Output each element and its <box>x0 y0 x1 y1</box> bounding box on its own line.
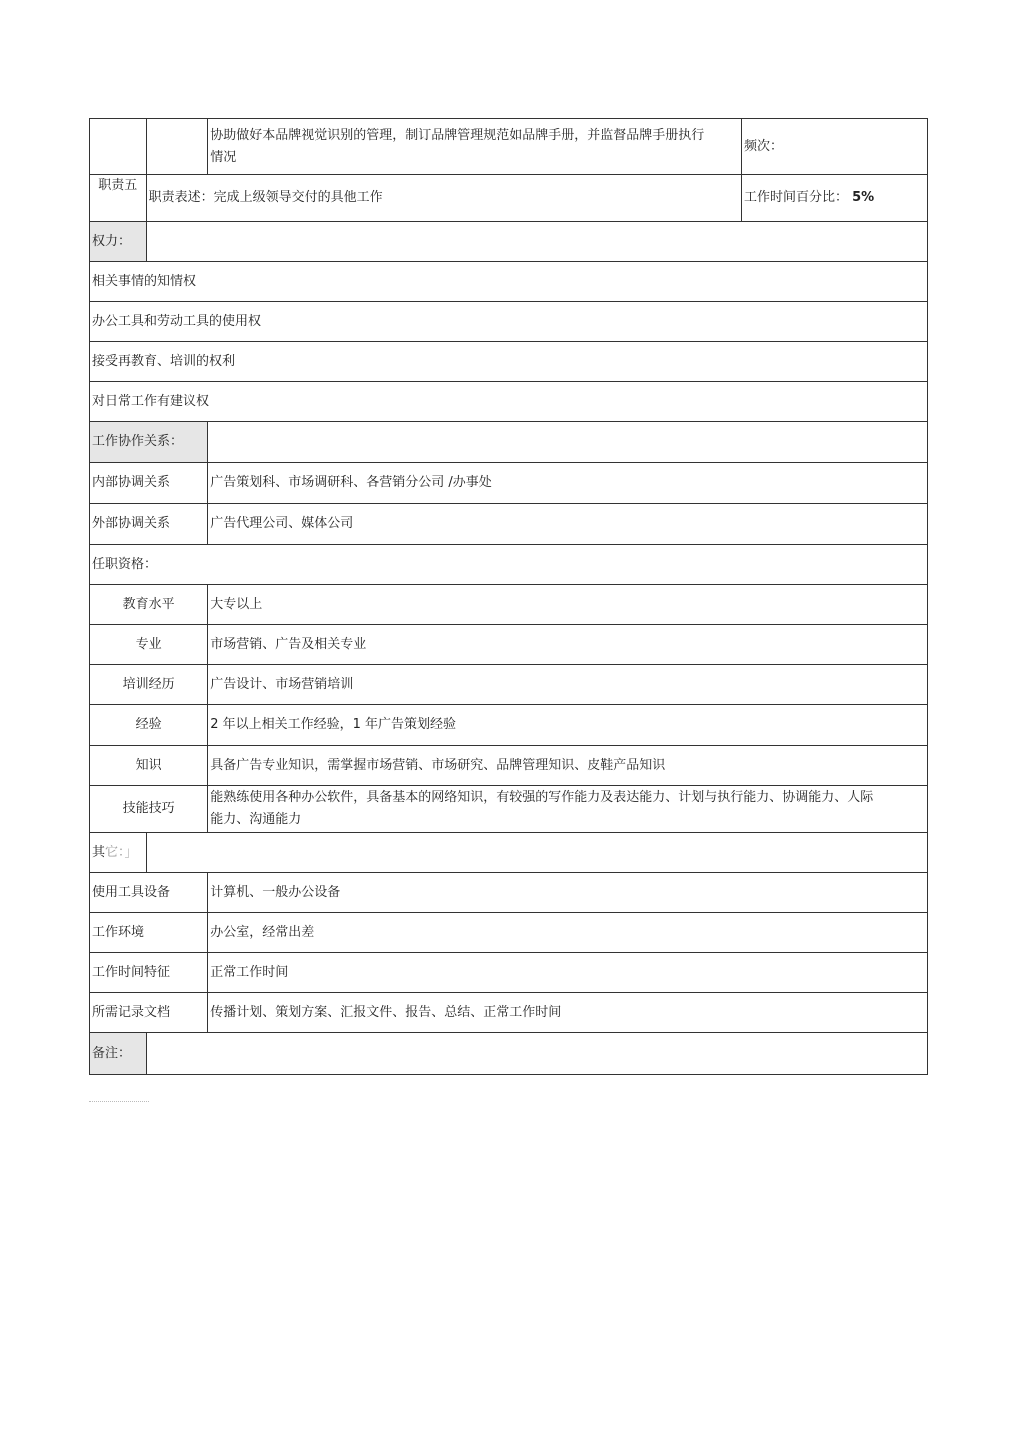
cooperation-heading: 工作协作关系： <box>90 422 208 463</box>
qualification-row <box>90 665 928 705</box>
other-label: 工作环境 <box>90 913 208 953</box>
cooperation-label: 内部协调关系 <box>90 463 208 504</box>
qualification-row <box>90 585 928 625</box>
other-label: 所需记录文档 <box>90 993 208 1033</box>
other-value: 办公室，经常出差 <box>208 913 928 953</box>
other-heading <box>90 833 147 873</box>
cooperation-label: 外部协调关系 <box>90 504 208 545</box>
cooperation-heading-blank <box>208 422 928 463</box>
remarks-blank <box>146 1033 927 1075</box>
qualification-label: 教育水平 <box>90 585 208 625</box>
authority-item-row <box>90 302 928 342</box>
cooperation-value: 广告代理公司、媒体公司 <box>208 504 928 545</box>
authority-item: 接受再教育、培训的权利 <box>90 342 928 382</box>
authority-item: 办公工具和劳动工具的使用权 <box>90 302 928 342</box>
qualification-value: 市场营销、广告及相关专业 <box>208 625 928 665</box>
skills-line1: 能熟练使用各种办公软件，具备基本的网络知识，有较强的写作能力及表达能力、计划与执行能力、协调能力、人际 <box>210 790 874 805</box>
job-description-table <box>89 118 928 1075</box>
duty-text-cell <box>208 119 742 175</box>
qualification-label: 技能技巧 <box>90 786 208 833</box>
time-percent-label: 工作时间百分比： <box>743 190 848 205</box>
cooperation-value: 广告策划科、市场调研科、各营销分公司 /办事处 <box>208 463 928 504</box>
cooperation-row <box>90 463 928 504</box>
other-value: 计算机、一般办公设备 <box>208 873 928 913</box>
qualification-row <box>90 786 928 833</box>
duty-five-row <box>90 175 928 222</box>
remarks-row <box>90 1033 928 1075</box>
other-heading-row <box>90 833 928 873</box>
qualification-label: 专业 <box>90 625 208 665</box>
footer-divider <box>89 1101 149 1102</box>
other-row <box>90 873 928 913</box>
qualifications-heading: 任职资格： <box>90 545 928 585</box>
other-label: 使用工具设备 <box>90 873 208 913</box>
other-heading-prefix: 其 <box>92 844 106 860</box>
duty-text-line1: 协助做好本品牌视觉识别的管理，制订品牌管理规范如品牌手册，并监督品牌手册执行 <box>210 127 705 143</box>
qualification-row <box>90 746 928 786</box>
duty-five-label: 职责五 <box>90 175 147 222</box>
cooperation-row <box>90 504 928 545</box>
other-heading-suffix: 它：」 <box>105 844 138 860</box>
duty-sub-cell <box>146 119 208 175</box>
duty-text-line2: 情况 <box>210 149 237 165</box>
cooperation-heading-row <box>90 422 928 463</box>
qualification-label: 培训经历 <box>90 665 208 705</box>
authority-heading-blank <box>146 222 927 262</box>
authority-heading-row <box>90 222 928 262</box>
qualification-label: 知识 <box>90 746 208 786</box>
duty-five-time-cell <box>741 175 927 222</box>
other-row <box>90 993 928 1033</box>
qualification-row <box>90 625 928 665</box>
authority-item: 相关事情的知情权 <box>90 262 928 302</box>
authority-item: 对日常工作有建议权 <box>90 382 928 422</box>
authority-item-row <box>90 262 928 302</box>
other-value: 传播计划、策划方案、汇报文件、报告、总结、正常工作时间 <box>208 993 928 1033</box>
job-description-document <box>89 118 928 1075</box>
qualifications-heading-row <box>90 545 928 585</box>
duty-continuation-row <box>90 119 928 175</box>
other-heading-blank <box>146 833 927 873</box>
authority-item-row <box>90 382 928 422</box>
authority-heading: 权力： <box>90 222 147 262</box>
qualification-value: 2 年以上相关工作经验，1 年广告策划经验 <box>208 705 928 746</box>
duty-number-cell <box>90 119 147 175</box>
authority-item-row <box>90 342 928 382</box>
qualification-label: 经验 <box>90 705 208 746</box>
qualification-value: 广告设计、市场营销培训 <box>208 665 928 705</box>
skills-line2: 能力、沟通能力 <box>210 812 302 827</box>
qualification-value <box>208 786 928 833</box>
qualification-value: 具备广告专业知识，需掌握市场营销、市场研究、品牌管理知识、皮鞋产品知识 <box>208 746 928 786</box>
other-row <box>90 913 928 953</box>
duty-five-description: 职责表述：完成上级领导交付的具他工作 <box>146 175 741 222</box>
remarks-heading: 备注： <box>90 1033 147 1075</box>
other-row <box>90 953 928 993</box>
qualification-row <box>90 705 928 746</box>
frequency-cell: 频次： <box>741 119 927 175</box>
qualification-value: 大专以上 <box>208 585 928 625</box>
other-value: 正常工作时间 <box>208 953 928 993</box>
time-percent-value: 5% <box>852 190 875 205</box>
other-label: 工作时间特征 <box>90 953 208 993</box>
